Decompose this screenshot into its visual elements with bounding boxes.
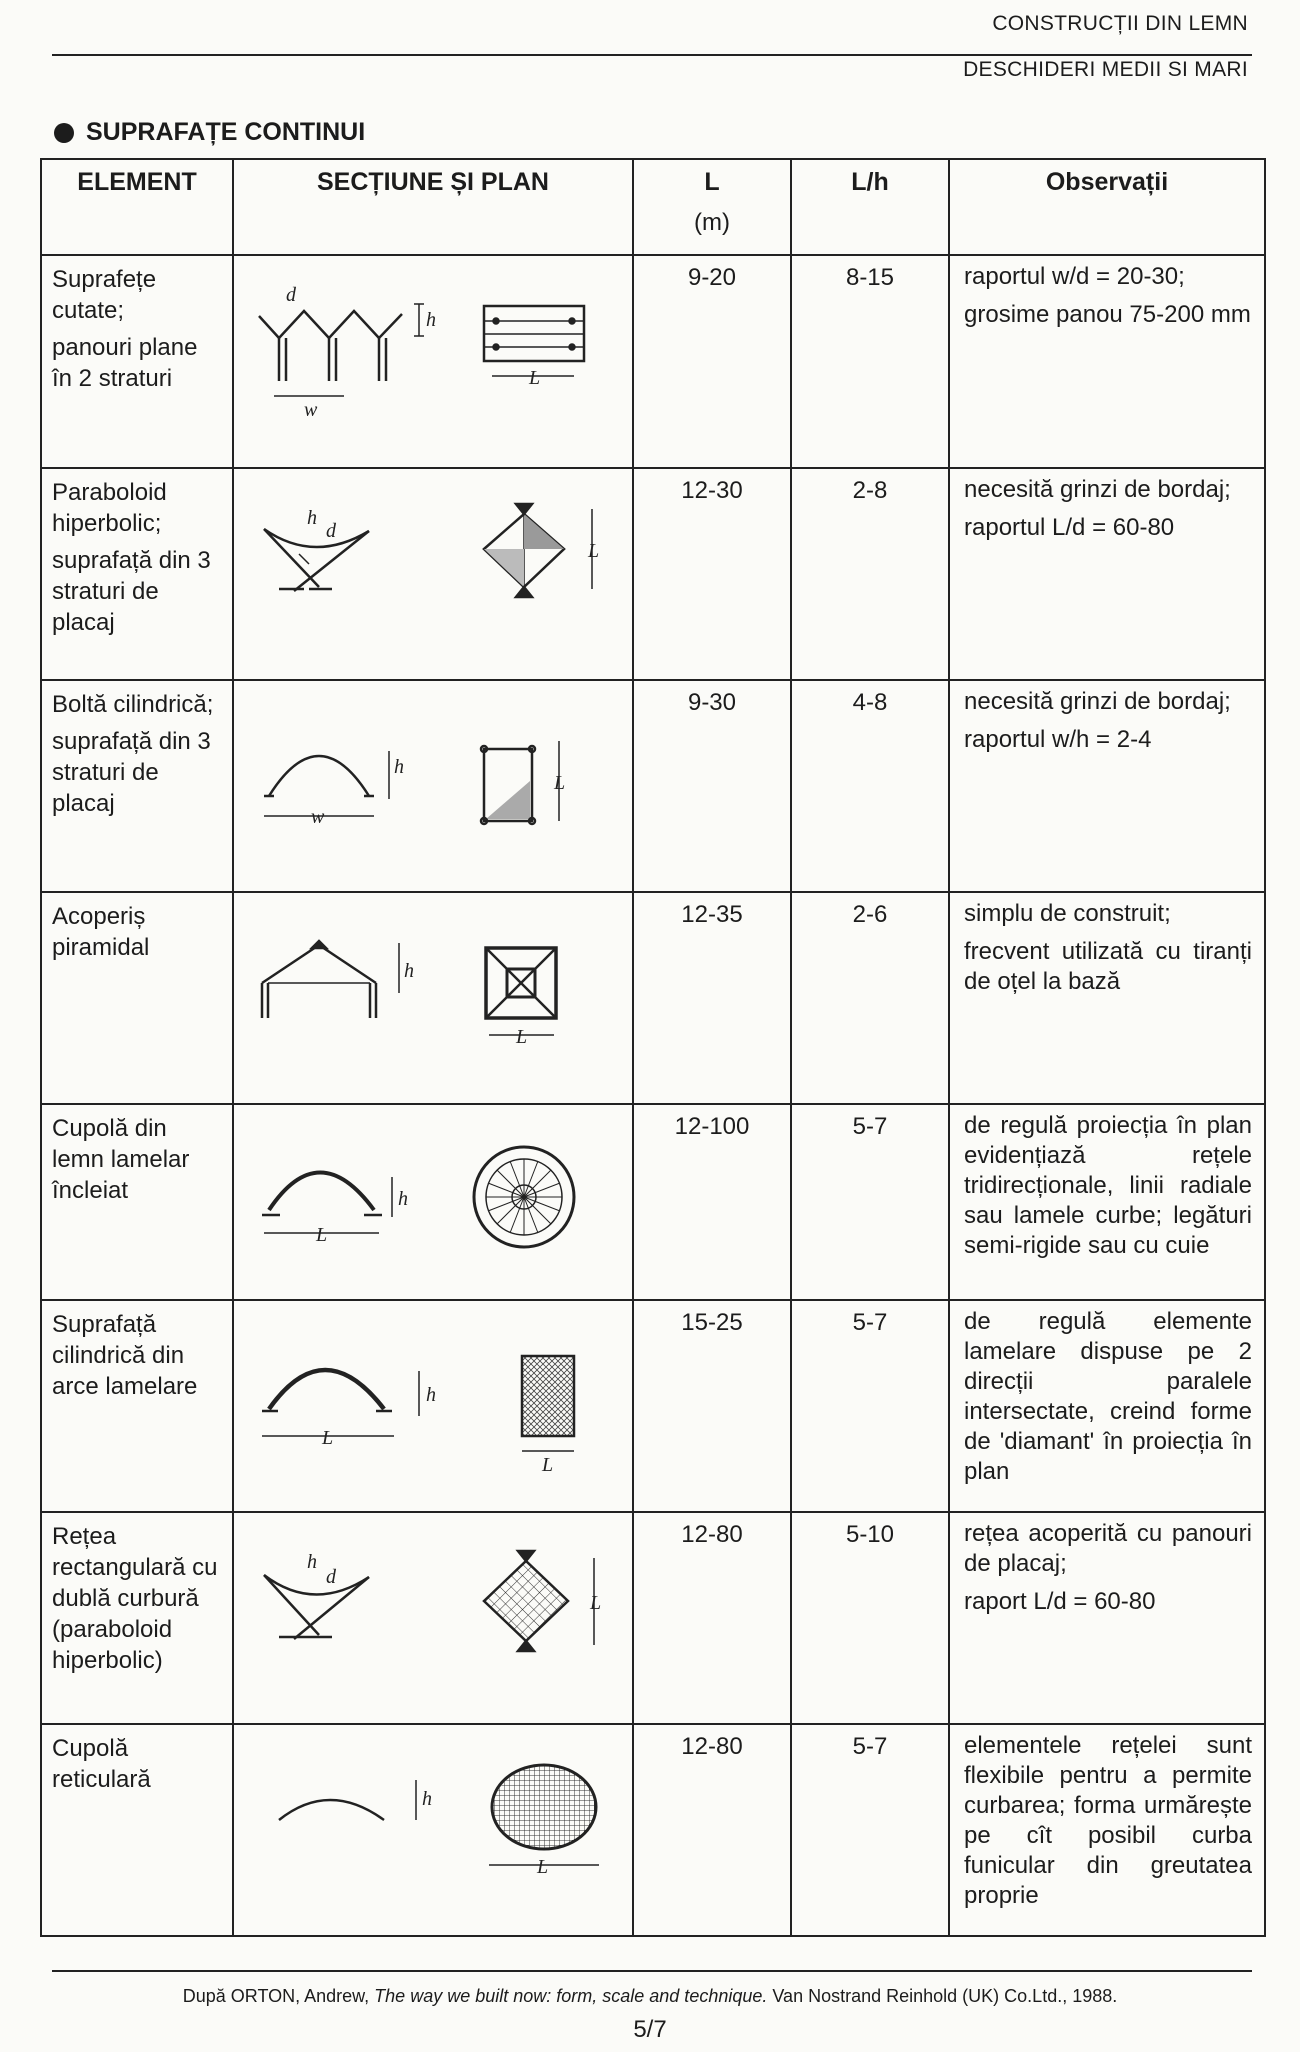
bullet-icon bbox=[54, 123, 74, 143]
table-row bbox=[41, 255, 1265, 468]
drawing-lamella-vault bbox=[233, 1300, 633, 1512]
dim-label: h bbox=[394, 756, 404, 778]
section-title: SUPRAFAȚE CONTINUI bbox=[86, 118, 366, 146]
table-row bbox=[41, 1300, 1265, 1512]
dim-label: h bbox=[307, 507, 317, 529]
col-header-L-label: L bbox=[704, 168, 720, 196]
dim-label: h bbox=[426, 1384, 436, 1406]
dim-label: w bbox=[311, 806, 325, 828]
obs-text: de regulă proiecția în plan evidențiază rețele tridirecționale, linii radiale sau lamele curbe; legături semi-rigide sau cu cuie bbox=[964, 1112, 1252, 1259]
observations-cell bbox=[949, 1512, 1265, 1724]
footer-citation bbox=[0, 1986, 1300, 2007]
obs-text: grosime panou 75-200 mm bbox=[964, 301, 1251, 328]
dim-label: w bbox=[304, 399, 318, 421]
header-title: CONSTRUCȚII DIN LEMN bbox=[992, 12, 1248, 35]
citation-author: După ORTON, Andrew, bbox=[182, 1986, 375, 2006]
obs-text: raport L/d = 60-80 bbox=[964, 1588, 1156, 1615]
Lh-value: 8-15 bbox=[791, 255, 949, 468]
element-cell bbox=[41, 255, 233, 468]
dim-label: L bbox=[316, 1224, 328, 1246]
obs-text: necesită grinzi de bordaj; bbox=[964, 688, 1231, 715]
element-text: Suprafețe cutate; bbox=[52, 266, 157, 324]
table-row bbox=[41, 1724, 1265, 1936]
observations-cell bbox=[949, 680, 1265, 892]
drawing-hyperbolic-paraboloid bbox=[233, 468, 633, 680]
drawing-folded-plates bbox=[233, 255, 633, 468]
col-header-Lh: L/h bbox=[791, 159, 949, 255]
L-value: 9-30 bbox=[633, 680, 791, 892]
element-text: Suprafață cilindrică din arce lamelare bbox=[52, 1311, 198, 1400]
observations-cell bbox=[949, 1104, 1265, 1300]
header-subtitle: DESCHIDERI MEDII SI MARI bbox=[963, 58, 1248, 81]
citation-publisher: Van Nostrand Reinhold (UK) Co.Ltd., 1988. bbox=[767, 1986, 1118, 2006]
section-heading bbox=[54, 118, 365, 147]
obs-text: rețea acoperită cu panouri de placaj; bbox=[964, 1520, 1252, 1577]
element-cell bbox=[41, 892, 233, 1104]
obs-text: elementele rețelei sunt flexibile pentru a permite curbarea; forma urmărește pe cît posibil curba funicular din greutatea proprie bbox=[964, 1732, 1252, 1909]
element-text: suprafață din 3 straturi de placaj bbox=[52, 728, 211, 817]
element-text: Cupolă reticulară bbox=[52, 1735, 151, 1793]
dim-label: L bbox=[590, 1592, 602, 1614]
dim-label: L bbox=[529, 367, 541, 389]
obs-text: simplu de construit; bbox=[964, 900, 1171, 927]
element-text: suprafață din 3 straturi de placaj bbox=[52, 547, 211, 636]
col-header-L-unit: (m) bbox=[694, 209, 730, 236]
col-header-element: ELEMENT bbox=[41, 159, 233, 255]
table-row bbox=[41, 468, 1265, 680]
table-row bbox=[41, 892, 1265, 1104]
obs-text: raportul L/d = 60-80 bbox=[964, 514, 1175, 541]
dim-label: L bbox=[542, 1454, 554, 1476]
dim-label: L bbox=[554, 772, 566, 794]
citation-title: The way we built now: form, scale and technique. bbox=[374, 1986, 768, 2006]
observations-cell bbox=[949, 255, 1265, 468]
col-header-observations: Observații bbox=[949, 159, 1265, 255]
col-header-section: SECȚIUNE ȘI PLAN bbox=[233, 159, 633, 255]
element-text: Rețea rectangulară cu dublă curbură (paraboloid hiperbolic) bbox=[52, 1523, 218, 1674]
L-value: 12-35 bbox=[633, 892, 791, 1104]
drawing-double-curvature-grid bbox=[233, 1512, 633, 1724]
dim-label: d bbox=[286, 284, 296, 306]
obs-text: raportul w/h = 2-4 bbox=[964, 726, 1152, 753]
element-cell bbox=[41, 1724, 233, 1936]
element-cell bbox=[41, 1104, 233, 1300]
element-cell bbox=[41, 1300, 233, 1512]
observations-cell bbox=[949, 468, 1265, 680]
drawing-reticulated-dome bbox=[233, 1724, 633, 1936]
obs-text: necesită grinzi de bordaj; bbox=[964, 476, 1231, 503]
observations-cell bbox=[949, 892, 1265, 1104]
element-cell bbox=[41, 680, 233, 892]
Lh-value: 5-7 bbox=[791, 1300, 949, 1512]
header-divider bbox=[52, 54, 1252, 56]
Lh-value: 2-6 bbox=[791, 892, 949, 1104]
dim-label: d bbox=[326, 520, 336, 542]
obs-text: raportul w/d = 20-30; bbox=[964, 263, 1185, 290]
element-text: Cupolă din lemn lamelar încleiat bbox=[52, 1115, 190, 1204]
col-header-L bbox=[633, 159, 791, 255]
observations-cell bbox=[949, 1724, 1265, 1936]
obs-text: de regulă elemente lamelare dispuse pe 2 direcții paralele intersectate, creind forme de 'diamant' în proiecția în plan bbox=[964, 1308, 1252, 1485]
dim-label: L bbox=[322, 1427, 334, 1449]
element-text: Acoperiș piramidal bbox=[52, 903, 150, 961]
dim-label: d bbox=[326, 1566, 336, 1588]
element-text: panouri plane în 2 straturi bbox=[52, 334, 198, 392]
dim-label: L bbox=[588, 540, 600, 562]
dim-label: h bbox=[426, 309, 436, 331]
element-text: Boltă cilindrică; bbox=[52, 691, 214, 718]
L-value: 12-80 bbox=[633, 1724, 791, 1936]
obs-text: frecvent utilizată cu tiranți de oțel la bază bbox=[964, 938, 1252, 995]
L-value: 12-30 bbox=[633, 468, 791, 680]
L-value: 15-25 bbox=[633, 1300, 791, 1512]
Lh-value: 5-7 bbox=[791, 1104, 949, 1300]
table-row bbox=[41, 680, 1265, 892]
Lh-value: 5-10 bbox=[791, 1512, 949, 1724]
table-header-row bbox=[41, 159, 1265, 255]
dim-label: h bbox=[398, 1188, 408, 1210]
table-row bbox=[41, 1512, 1265, 1724]
element-cell bbox=[41, 468, 233, 680]
dim-label: h bbox=[307, 1551, 317, 1573]
L-value: 9-20 bbox=[633, 255, 791, 468]
dim-label: L bbox=[537, 1856, 549, 1878]
L-value: 12-100 bbox=[633, 1104, 791, 1300]
Lh-value: 4-8 bbox=[791, 680, 949, 892]
element-text: Paraboloid hiperbolic; bbox=[52, 479, 167, 537]
Lh-value: 5-7 bbox=[791, 1724, 949, 1936]
element-cell bbox=[41, 1512, 233, 1724]
page-number: 5/7 bbox=[633, 2016, 667, 2043]
observations-cell bbox=[949, 1300, 1265, 1512]
L-value: 12-80 bbox=[633, 1512, 791, 1724]
dim-label: h bbox=[404, 960, 414, 982]
structures-table bbox=[40, 158, 1266, 1937]
drawing-glulam-dome bbox=[233, 1104, 633, 1300]
dim-label: L bbox=[516, 1026, 528, 1048]
drawing-pyramidal-roof bbox=[233, 892, 633, 1104]
dim-label: h bbox=[422, 1788, 432, 1810]
Lh-value: 2-8 bbox=[791, 468, 949, 680]
drawing-cylindrical-vault bbox=[233, 680, 633, 892]
table-row bbox=[41, 1104, 1265, 1300]
footer-divider bbox=[52, 1970, 1252, 1972]
